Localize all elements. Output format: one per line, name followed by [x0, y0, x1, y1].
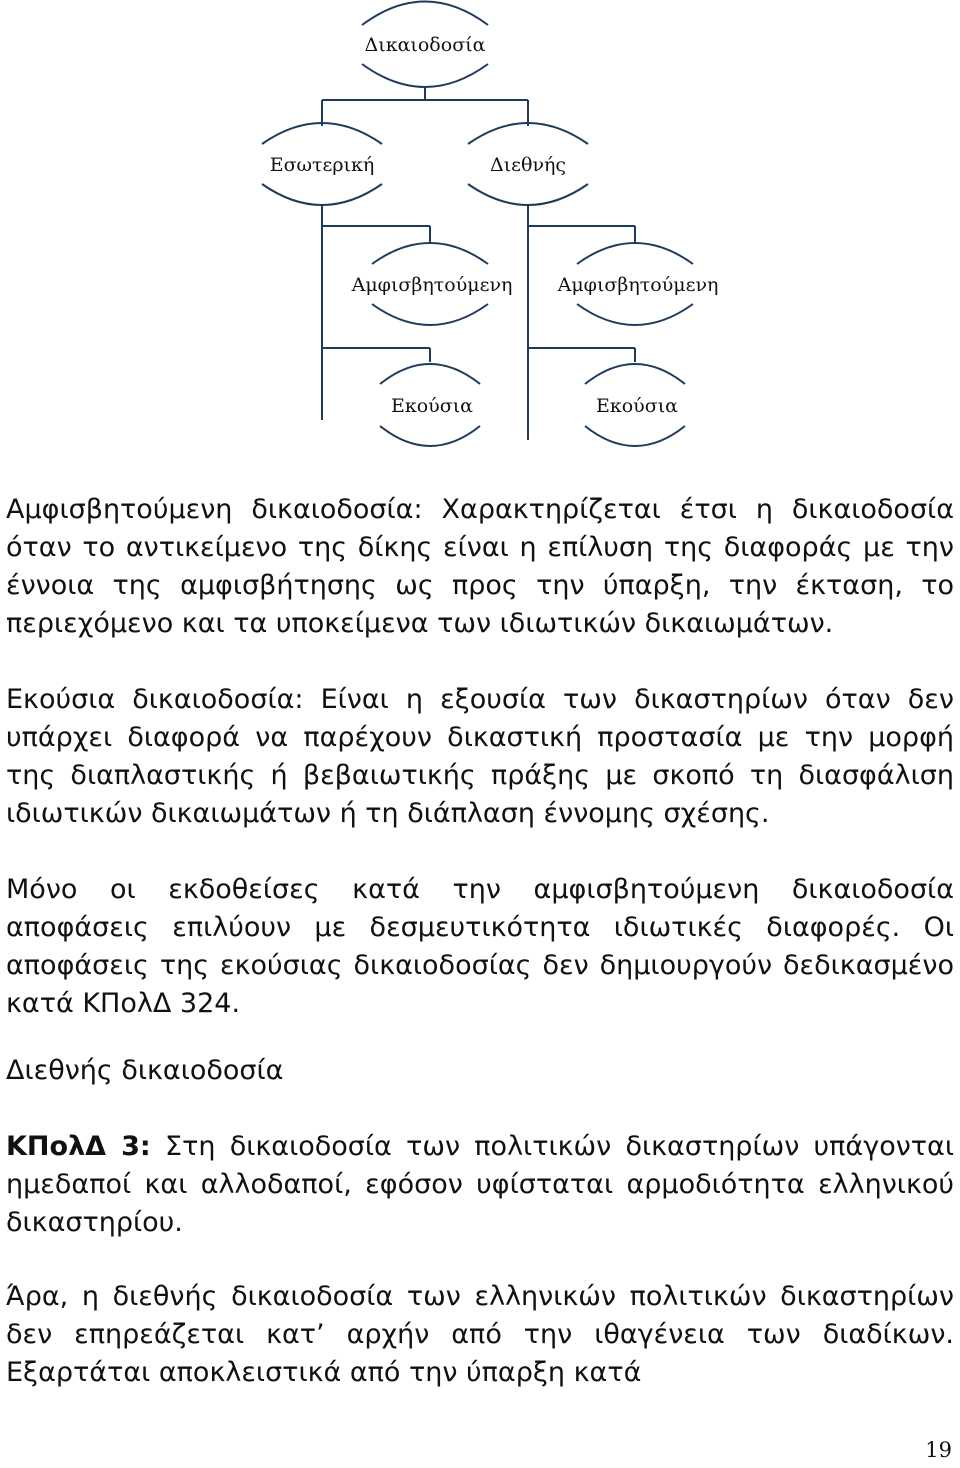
- jurisdiction-diagram: [0, 0, 960, 470]
- term-kpold-3: ΚΠολΔ 3:: [6, 1131, 151, 1162]
- text-res-judicata: Μόνο οι εκδοθείσες κατά την αμφισβητούμενη δικαιοδοσία αποφάσεις επιλύουν με δεσμευτικότητα ιδιωτικές διαφορές. Οι αποφάσεις της εκούσιας δικαιοδοσίας δεν δημιουργούν δεδικασμένο κατά ΚΠολΔ 324.: [6, 874, 954, 1019]
- node-ekousia2-top-arc: [585, 364, 685, 384]
- paragraph-kpold-3: [6, 1128, 954, 1242]
- diagram-node-international: Διεθνής: [489, 154, 567, 176]
- diagram-node-contentious-internal: Αμφισβητούμενη: [351, 274, 513, 296]
- root-node-bottom-arc: [362, 64, 488, 87]
- diagram-root-label: Δικαιοδοσία: [364, 34, 486, 56]
- node-diethnis-top-arc: [468, 123, 588, 144]
- text-contentious: Χαρακτηρίζεται έτσι η δικαιοδοσία όταν το αντικείμενο της δίκης είναι η επίλυση της διαφοράς με την έννοια της αμφισβήτησης ως προς την ύπαρξη, την έκταση, το περιεχόμενο και τα υποκείμενα των ιδιωτικών δικαιωμάτων.: [6, 494, 954, 639]
- section-heading-international: Διεθνής δικαιοδοσία: [6, 1055, 284, 1086]
- node-amf2-top-arc: [577, 243, 693, 264]
- node-amf2-bottom-arc: [577, 304, 693, 325]
- diagram-node-contentious-international: Αμφισβητούμενη: [557, 274, 719, 296]
- term-voluntary: Εκούσια δικαιοδοσία:: [6, 684, 304, 715]
- node-ekousia1-bottom-arc: [380, 426, 480, 446]
- node-amf1-top-arc: [372, 243, 488, 264]
- diagram-node-voluntary-internal: Εκούσια: [391, 395, 473, 417]
- term-contentious: Αμφισβητούμενη δικαιοδοσία:: [6, 494, 423, 525]
- node-ekousia2-bottom-arc: [585, 426, 685, 446]
- page-number: 19: [925, 1438, 952, 1462]
- text-conclusion: Άρα, η διεθνής δικαιοδοσία των ελληνικών πολιτικών δικαστηρίων δεν επηρεάζεται κατ’ αρχήν από την ιθαγένεια των διαδίκων. Εξαρτάται αποκλειστικά από την ύπαρξη κατά: [6, 1281, 954, 1388]
- paragraph-contentious-jurisdiction: [6, 491, 954, 643]
- diagram-node-internal: Εσωτερική: [269, 154, 375, 176]
- node-eswteriki-top-arc: [262, 123, 382, 144]
- diagram-node-voluntary-international: Εκούσια: [596, 395, 678, 417]
- node-amf1-bottom-arc: [372, 304, 488, 325]
- node-ekousia1-top-arc: [380, 364, 480, 384]
- root-node-top-arc: [362, 2, 488, 26]
- paragraph-voluntary-jurisdiction: [6, 681, 954, 833]
- paragraph-res-judicata: [6, 871, 954, 1023]
- node-diethnis-bottom-arc: [468, 184, 588, 205]
- node-eswteriki-bottom-arc: [262, 184, 382, 205]
- text-kpold-3: Στη δικαιοδοσία των πολιτικών δικαστηρίων υπάγονται ημεδαποί και αλλοδαποί, εφόσον υφίσταται αρμοδιότητα ελληνικού δικαστηρίου.: [6, 1131, 954, 1238]
- paragraph-conclusion: [6, 1278, 954, 1392]
- text-voluntary: Είναι η εξουσία των δικαστηρίων όταν δεν υπάρχει διαφορά να παρέχουν δικαστική προστασία με την μορφή της διαπλαστικής ή βεβαιωτικής πράξης με σκοπό τη διασφάλιση ιδιωτικών δικαιωμάτων ή τη διάπλαση έννομης σχέσης.: [6, 684, 954, 829]
